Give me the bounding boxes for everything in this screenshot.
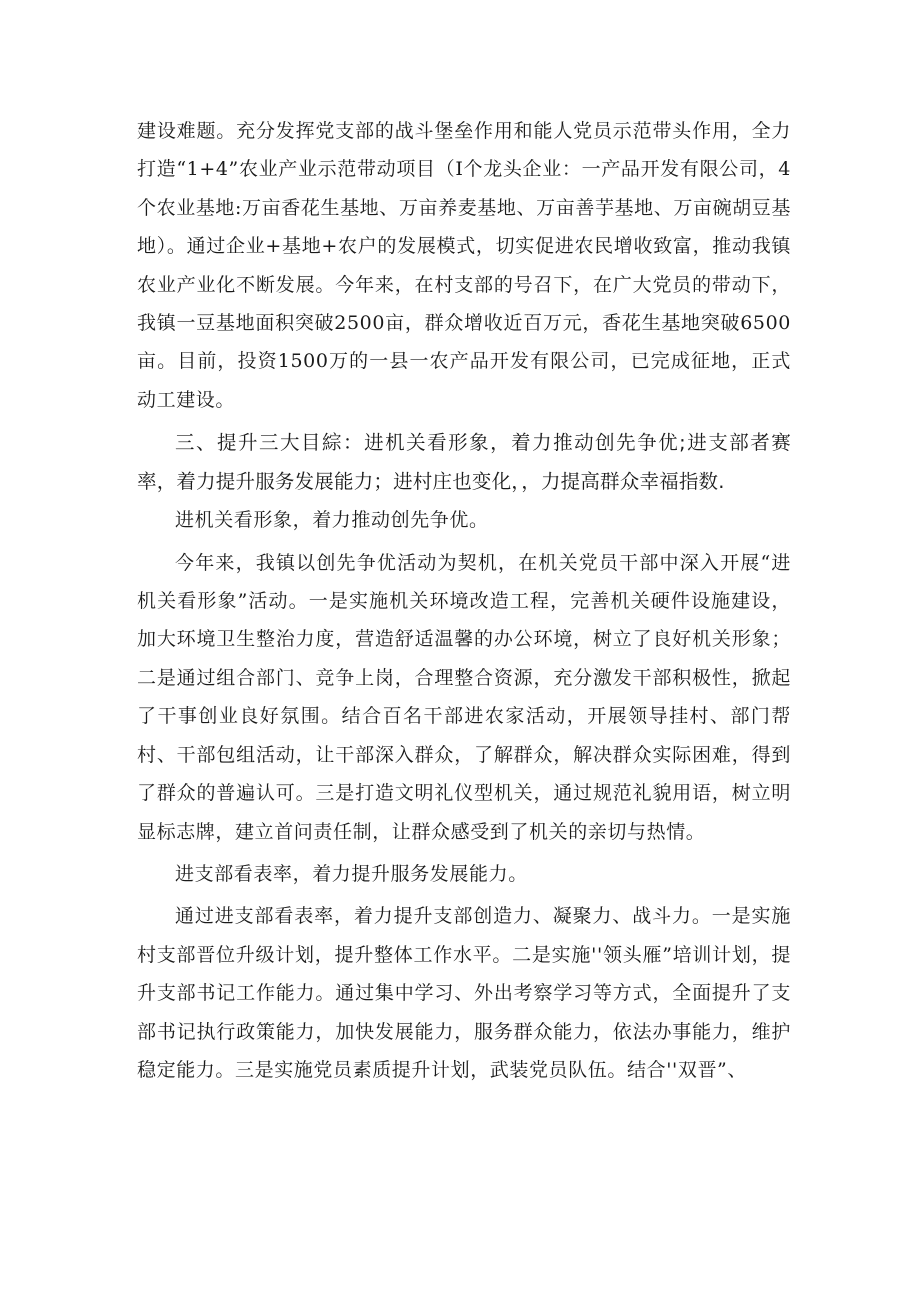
subheading-branch: 进支部看表率，着力提升服务发展能力。 <box>175 862 528 885</box>
paragraph-body-branch: 通过进支部看表率，着力提升支部创造力、凝聚力、战斗力。一是实施村支部晋位升级计划，提升整体工作水平。二是实施''领头雁”培训计划，提升支部书记工作能力。通过集中学习、外出考察学习等方式，全面提升了支部书记执行政策能力，加快发展能力，服务群众能力，依法办事能力，维护稳定能力。三是实施党员素质提升计划，武装党员队伍。结合''双晋”、 <box>137 905 791 1081</box>
subheading-organs: 进机关看形象，着力推动创先争优。 <box>175 509 489 532</box>
document-body <box>137 112 791 1089</box>
paragraph-body-1: 建设难题。充分发挥党支部的战斗堡垒作用和能人党员示范带头作用，全力打造“1+4”农业产业示范带动项目（I个龙头企业：一产品开发有限公司，4个农业基地:万亩香花生基地、万亩养麦基地、万亩善芋基地、万亩碗胡豆基地）。通过企业+基地+农户的发展模式，切实促进农民增收致富，推动我镇农业产业化不断发展。今年来，在村支部的号召下，在广大党员的带动下，我镇一豆基地面积突破2500亩，群众增收近百万元，香花生基地突破6500亩。目前，投资1500万的一县一农产品开发有限公司，已完成征地，正式动工建设。 <box>137 120 791 411</box>
section-heading-3: 三、提升三大目綜：进机关看形象，着力推动创先争优;进支部者赛率，着力提升服务发展能力；进村庄也变化，，力提高群众幸福指数. <box>137 431 791 494</box>
paragraph-body-organs: 今年来，我镇以创先争优活动为契机，在机关党员干部中深入开展“进机关看形象”活动。一是实施机关环境改造工程，完善机关硬件设施建设，加大环境卫生整治力度，营造舒适温馨的办公环境，树立了良好机关形象；二是通过组合部门、竞争上岗，合理整合资源，充分激发干部积极性，掀起了干事创业良好氛围。结合百名干部进农家活动，开展领导挂村、部门帮村、干部包组活动，让干部深入群众，了解群众，解决群众实际困难，得到了群众的普遍认可。三是打造文明礼仪型机关，通过规范礼貌用语，树立明显标志牌，建立首问责任制，让群众感受到了机关的亲切与热情。 <box>137 551 791 843</box>
